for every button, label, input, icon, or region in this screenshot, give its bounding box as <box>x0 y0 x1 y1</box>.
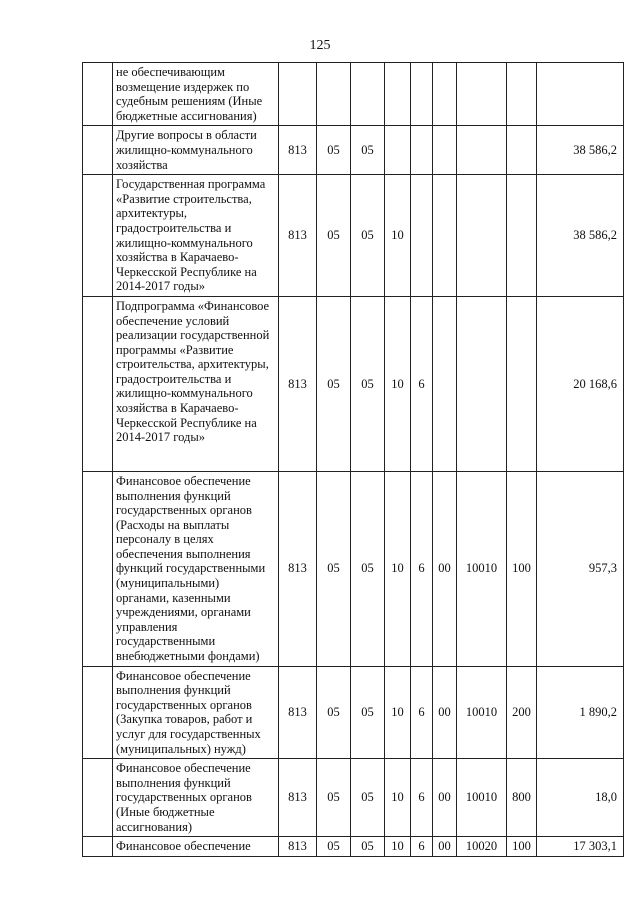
subsection-code-cell: 05 <box>351 296 385 471</box>
ved-code-cell: 813 <box>279 837 317 857</box>
section-code-cell: 05 <box>317 296 351 471</box>
ved-code-cell <box>279 63 317 126</box>
item-name-cell: не обеспечивающим возмещение издержек по судебным решениям (Иные бюджетные ассигнования) <box>113 63 279 126</box>
table-row <box>83 126 624 175</box>
item-name-cell: Финансовое обеспечение выполнения функций государственных органов (Расходы на выплаты персоналу в целях обеспечения выполнения функций государственными (муниципальными) органами, казенными учреждениями, органами управления государственными внебюджетными фондами) <box>113 471 279 666</box>
main-event-code-cell <box>433 296 457 471</box>
table-row <box>83 296 624 471</box>
section-code-cell: 05 <box>317 837 351 857</box>
subprogram-code-cell <box>411 63 433 126</box>
amount-cell: 1 890,2 <box>537 666 624 759</box>
subsection-code-cell <box>351 63 385 126</box>
amount-cell: 17 303,1 <box>537 837 624 857</box>
item-name-cell: Финансовое обеспечение выполнения функций государственных органов (Иные бюджетные ассигнования) <box>113 759 279 837</box>
subprogram-code-cell: 6 <box>411 666 433 759</box>
subsection-code-cell: 05 <box>351 175 385 297</box>
subsection-code-cell: 05 <box>351 666 385 759</box>
item-name-cell: Финансовое обеспечение <box>113 837 279 857</box>
program-code-cell: 10 <box>385 296 411 471</box>
main-event-code-cell: 00 <box>433 666 457 759</box>
row-number-cell <box>83 175 113 297</box>
budget-table <box>82 62 624 857</box>
subprogram-code-cell: 6 <box>411 837 433 857</box>
table-row <box>83 471 624 666</box>
direction-code-cell: 10010 <box>457 759 507 837</box>
subsection-code-cell: 05 <box>351 471 385 666</box>
section-code-cell <box>317 63 351 126</box>
subsection-code-cell: 05 <box>351 759 385 837</box>
direction-code-cell <box>457 175 507 297</box>
direction-code-cell <box>457 126 507 175</box>
row-number-cell <box>83 63 113 126</box>
direction-code-cell <box>457 296 507 471</box>
subprogram-code-cell: 6 <box>411 471 433 666</box>
main-event-code-cell: 00 <box>433 837 457 857</box>
ved-code-cell: 813 <box>279 666 317 759</box>
ved-code-cell: 813 <box>279 296 317 471</box>
ved-code-cell: 813 <box>279 759 317 837</box>
expense-type-code-cell <box>507 175 537 297</box>
expense-type-code-cell: 100 <box>507 837 537 857</box>
program-code-cell: 10 <box>385 837 411 857</box>
program-code-cell: 10 <box>385 666 411 759</box>
main-event-code-cell <box>433 126 457 175</box>
program-code-cell <box>385 126 411 175</box>
row-number-cell <box>83 471 113 666</box>
direction-code-cell <box>457 63 507 126</box>
amount-cell: 38 586,2 <box>537 126 624 175</box>
ved-code-cell: 813 <box>279 126 317 175</box>
section-code-cell: 05 <box>317 126 351 175</box>
amount-cell: 38 586,2 <box>537 175 624 297</box>
row-number-cell <box>83 296 113 471</box>
program-code-cell: 10 <box>385 175 411 297</box>
direction-code-cell: 10010 <box>457 666 507 759</box>
amount-cell <box>537 63 624 126</box>
amount-cell: 18,0 <box>537 759 624 837</box>
section-code-cell: 05 <box>317 666 351 759</box>
amount-cell: 957,3 <box>537 471 624 666</box>
subsection-code-cell: 05 <box>351 126 385 175</box>
main-event-code-cell <box>433 175 457 297</box>
table-row <box>83 63 624 126</box>
expense-type-code-cell: 200 <box>507 666 537 759</box>
table-body <box>83 63 624 857</box>
table-row <box>83 837 624 857</box>
main-event-code-cell: 00 <box>433 471 457 666</box>
table-row <box>83 759 624 837</box>
expense-type-code-cell: 800 <box>507 759 537 837</box>
ved-code-cell: 813 <box>279 471 317 666</box>
section-code-cell: 05 <box>317 471 351 666</box>
program-code-cell: 10 <box>385 471 411 666</box>
item-name-cell: Другие вопросы в области жилищно-коммунального хозяйства <box>113 126 279 175</box>
section-code-cell: 05 <box>317 175 351 297</box>
direction-code-cell: 10020 <box>457 837 507 857</box>
row-number-cell <box>83 759 113 837</box>
item-name-cell: Финансовое обеспечение выполнения функций государственных органов (Закупка товаров, работ и услуг для государственных (муниципальных) нужд) <box>113 666 279 759</box>
subprogram-code-cell: 6 <box>411 296 433 471</box>
expense-type-code-cell <box>507 296 537 471</box>
subsection-code-cell: 05 <box>351 837 385 857</box>
amount-cell: 20 168,6 <box>537 296 624 471</box>
section-code-cell: 05 <box>317 759 351 837</box>
row-number-cell <box>83 666 113 759</box>
main-event-code-cell: 00 <box>433 759 457 837</box>
subprogram-code-cell: 6 <box>411 759 433 837</box>
expense-type-code-cell: 100 <box>507 471 537 666</box>
direction-code-cell: 10010 <box>457 471 507 666</box>
program-code-cell <box>385 63 411 126</box>
row-number-cell <box>83 126 113 175</box>
item-name-cell: Государственная программа «Развитие строительства, архитектуры, градостроительства и жилищно-коммунального хозяйства в Карачаево-Черкесской Республике на 2014-2017 годы» <box>113 175 279 297</box>
page-number: 125 <box>309 38 331 53</box>
ved-code-cell: 813 <box>279 175 317 297</box>
table-row <box>83 666 624 759</box>
program-code-cell: 10 <box>385 759 411 837</box>
table-row <box>83 175 624 297</box>
main-event-code-cell <box>433 63 457 126</box>
subprogram-code-cell <box>411 126 433 175</box>
expense-type-code-cell <box>507 63 537 126</box>
subprogram-code-cell <box>411 175 433 297</box>
row-number-cell <box>83 837 113 857</box>
expense-type-code-cell <box>507 126 537 175</box>
item-name-cell: Подпрограмма «Финансовое обеспечение условий реализации государственной программы «Развитие строительства, архитектуры, градостроительства и жилищно-коммунального хозяйства в Карачаево-Черкесской Республике на 2014-2017 годы» <box>113 296 279 471</box>
